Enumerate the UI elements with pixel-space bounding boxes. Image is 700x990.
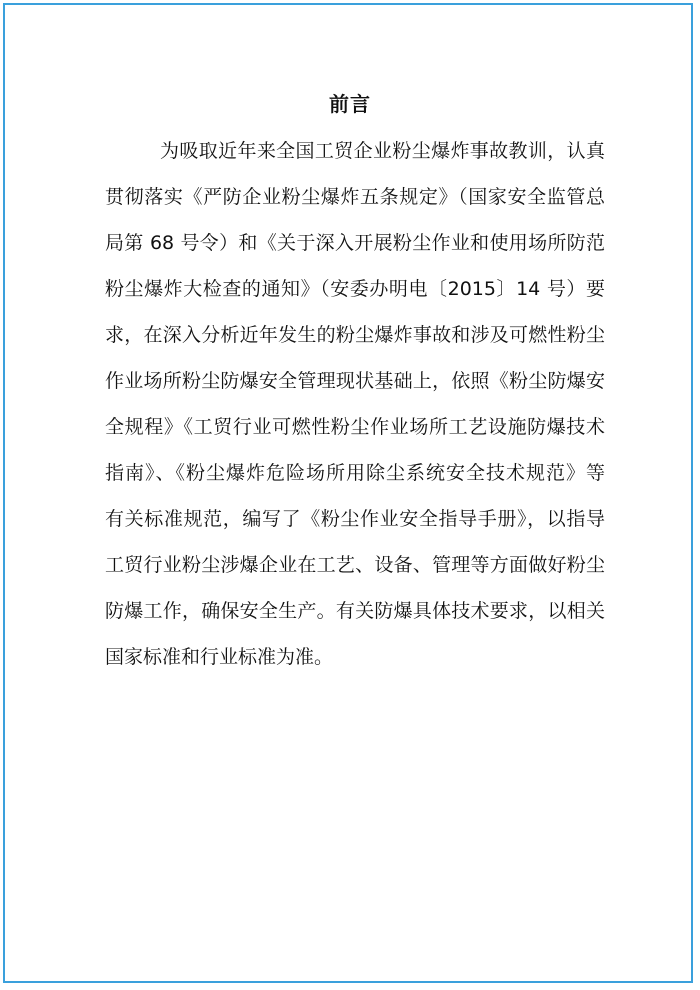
paragraph-line: 作业场所粉尘防爆安全管理现状基础上，依照《粉尘防爆安 xyxy=(105,370,605,392)
paragraph-line: 粉尘爆炸大检查的通知》（安委办明电〔2015〕14 号）要 xyxy=(105,278,605,300)
page-title: 前言 xyxy=(329,92,371,116)
preface-paragraph xyxy=(105,128,605,680)
paragraph-line: 求，在深入分析近年发生的粉尘爆炸事故和涉及可燃性粉尘 xyxy=(105,324,605,346)
paragraph-line: 防爆工作，确保安全生产。有关防爆具体技术要求，以相关 xyxy=(105,600,605,622)
paragraph-line: 局第 68 号令）和《关于深入开展粉尘作业和使用场所防范 xyxy=(105,232,605,254)
paragraph-line: 为吸取近年来全国工贸企业粉尘爆炸事故教训，认真 xyxy=(160,140,605,162)
paragraph-line: 贯彻落实《严防企业粉尘爆炸五条规定》（国家安全监管总 xyxy=(105,186,605,208)
paragraph-line: 国家标准和行业标准为准。 xyxy=(105,646,334,668)
paragraph-line: 工贸行业粉尘涉爆企业在工艺、设备、管理等方面做好粉尘 xyxy=(105,554,605,576)
paragraph-line: 指南》、《粉尘爆炸危险场所用除尘系统安全技术规范》等 xyxy=(105,462,605,484)
paragraph-line: 有关标准规范，编写了《粉尘作业安全指导手册》，以指导 xyxy=(105,508,605,530)
paragraph-line: 全规程》《工贸行业可燃性粉尘作业场所工艺设施防爆技术 xyxy=(105,416,605,438)
